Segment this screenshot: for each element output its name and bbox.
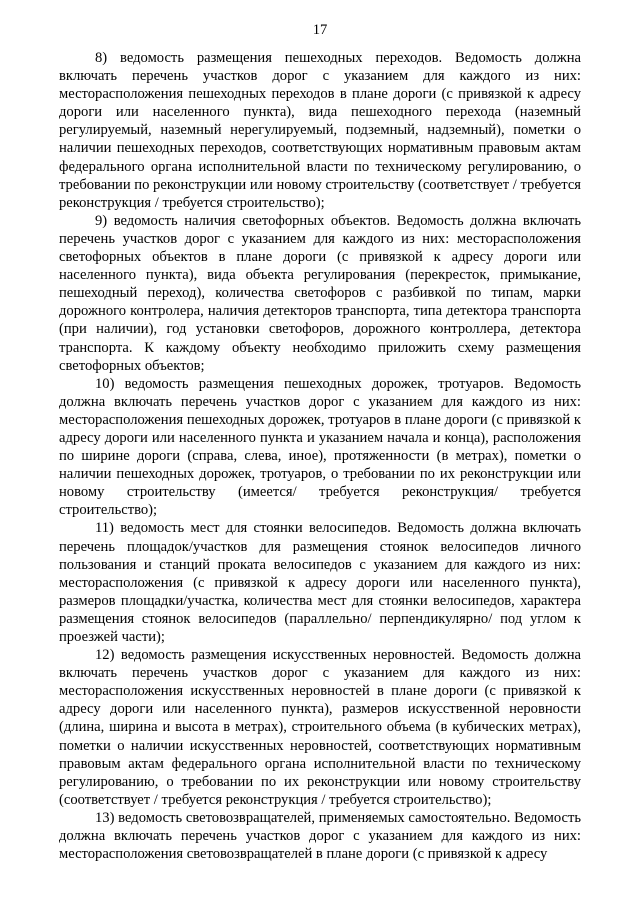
paragraph-item-8: 8) ведомость размещения пешеходных переходов. Ведомость должна включать перечень участков дорог с указанием для каждого из них: месторасположения пешеходных переходов в плане дороги (с привязкой к адресу дороги или населенного пункта), вида пешеходного перехода (наземный регулируемый, наземный нерегулируемый, подземный, надземный), пометки о наличии пешеходных переходов, соответствующих нормативным правовым актам федерального органа исполнительной власти по техническому регулированию, о требовании по реконструкции или новому строительству (соответствует / требуется реконструкция / требуется строительство); [59,50,582,211]
paragraph-item-13: 13) ведомость световозвращателей, применяемых самостоятельно. Ведомость должна включать перечень участков дорог с указанием для каждого из них: месторасположения световозвращателей в плане дороги (с привязкой к адресу [59,809,581,863]
paragraph-item-10: 10) ведомость размещения пешеходных дорожек, тротуаров. Ведомость должна включать перечень участков дорог с указанием для каждого из них: месторасположения пешеходных дорожек, тротуаров в плане дороги (с привязкой к адресу дороги или населенного пункта и указанием начала и конца), расположения по ширине дороги (справа, слева, иное), протяженности (в метрах), пометки о наличии пешеходных дорожек, тротуаров, о требовании по их реконструкции или новому строительству (имеется/ требуется реконструкция/ требуется строительство); [59,375,581,519]
paragraph-item-11: 11) ведомость мест для стоянки велосипедов. Ведомость должна включать перечень площадок/участков для размещения стоянок велосипедов личного пользования и станций проката велосипедов с указанием для каждого из них: месторасположения (с привязкой к адресу дороги или населенного пункта), размеров площадки/участка, количества мест для стоянки велосипедов, характера размещения стоянок велосипедов (параллельно/ перпендикулярно/ под углом к проезжей части); [59,520,581,645]
paragraph-item-12: 12) ведомость размещения искусственных неровностей. Ведомость должна включать перечень участков дорог с указанием для каждого из них: месторасположения искусственных неровностей в плане дороги (с привязкой к адресу дороги или населенного пункта), размеров искусственной неровности (длина, ширина и высота в метрах), строительного объема (в кубических метрах), пометки о наличии искусственных неровностей, соответствующих нормативным правовым актам федерального органа исполнительной власти по техническому регулированию, о требовании по их реконструкции или новому строительству (соответствует / требуется реконструкция / требуется строительство); [59,647,581,808]
page-number: 17 [312,22,328,38]
paragraph-item-9: 9) ведомость наличия светофорных объектов. Ведомость должна включать перечень участков дорог с указанием для каждого из них: месторасположения светофорных объектов в плане дороги (с привязкой к адресу дороги или населенного пункта), вида объекта регулирования (перекресток, примыкание, пешеходный переход), количества светофоров с разбивкой по типам, марки дорожного контролера, наличия детекторов транспорта, типа детектора транспорта (при наличии), год установки светофоров, дорожного контроллера, детектора транспорта. К каждому объекту необходимо приложить схему размещения светофорных объектов; [59,212,581,374]
document-body [59,49,581,863]
